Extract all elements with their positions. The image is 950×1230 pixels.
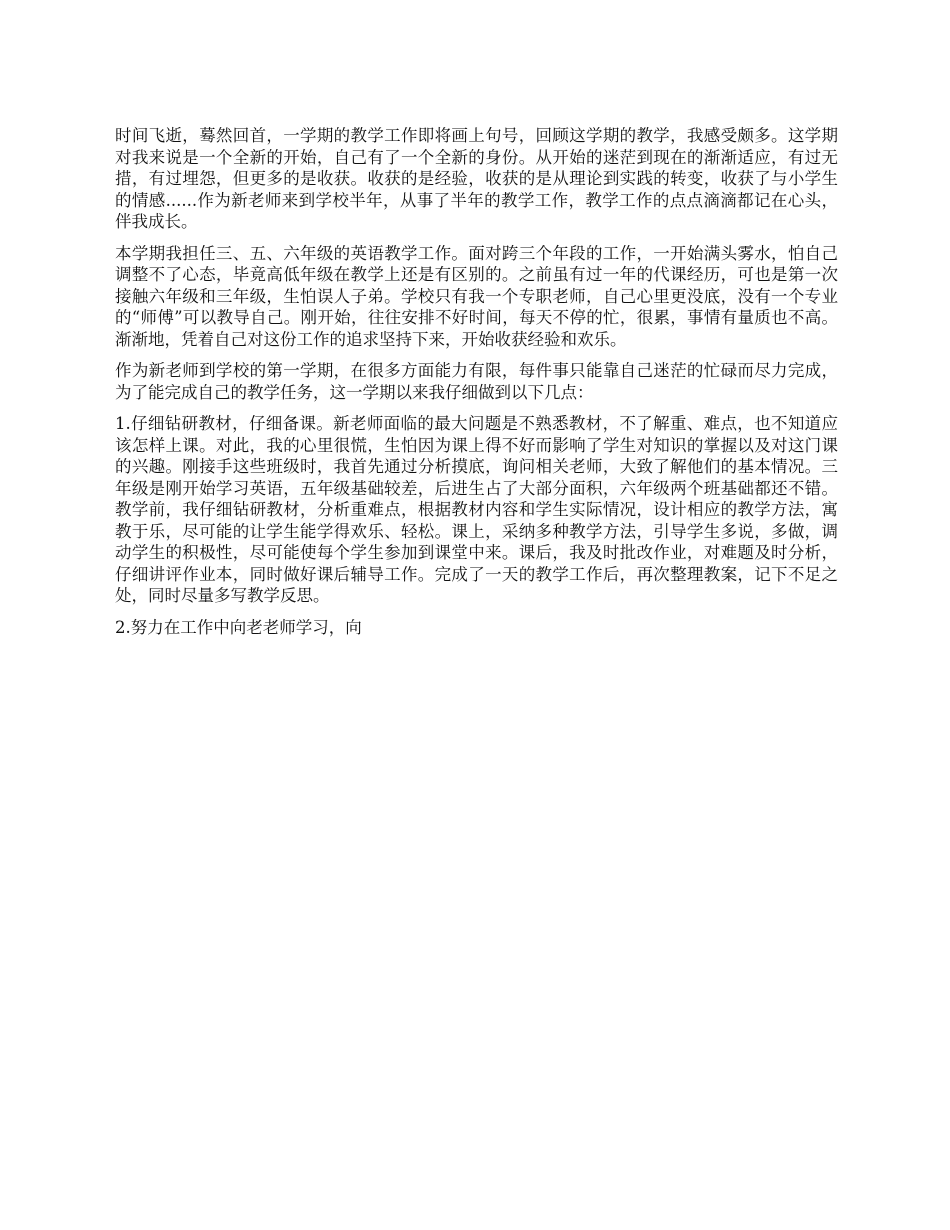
paragraph-duties: 本学期我担任三、五、六年级的英语教学工作。面对跨三个年段的工作，一开始满头雾水，怕自己调整不了心态，毕竟高低年级在教学上还是有区别的。之前虽有过一年的代课经历，可也是第一次接触六年级和三年级，生怕误人子弟。学校只有我一个专职老师，自己心里更没底，没有一个专业的“师傅”可以教导自己。刚开始，往往安排不好时间，每天不停的忙，很累，事情有量质也不高。渐渐地，凭着自己对这份工作的追求坚持下来，开始收获经验和欢乐。 bbox=[115, 243, 838, 349]
paragraph-intro: 时间飞逝，蓦然回首，一学期的教学工作即将画上句号，回顾这学期的教学，我感受颇多。这学期对我来说是一个全新的开始，自己有了一个全新的身份。从开始的迷茫到现在的渐渐适应，有过无措，有过埋怨，但更多的是收获。收获的是经验，收获的是从理论到实践的转变，收获了与小学生的情感......作为新老师来到学校半年，从事了半年的教学工作，教学工作的点点滴滴都记在心头，伴我成长。 bbox=[115, 126, 838, 231]
document-body bbox=[115, 125, 838, 648]
paragraph-point-1: 1.仔细钻研教材，仔细备课。新老师面临的最大问题是不熟悉教材，不了解重、难点，也不知道应该怎样上课。对此，我的心里很慌，生怕因为课上得不好而影响了学生对知识的掌握以及对这门课的兴趣。刚接手这些班级时，我首先通过分析摸底，询问相关老师，大致了解他们的基本情况。三年级是刚开始学习英语，五年级基础较差，后进生占了大部分面积，六年级两个班基础都还不错。教学前，我仔细钻研教材，分析重难点，根据教材内容和学生实际情况，设计相应的教学方法，寓教于乐，尽可能的让学生能学得欢乐、轻松。课上，采纳多种教学方法，引导学生多说，多做，调动学生的积极性，尽可能使每个学生参加到课堂中来。课后，我及时批改作业，对难题及时分析，仔细讲评作业本，同时做好课后辅导工作。完成了一天的教学工作后，再次整理教案，记下不足之处，同时尽量多写教学反思。 bbox=[115, 414, 838, 605]
paragraph-point-2: 2.努力在工作中向老老师学习，向 bbox=[115, 617, 362, 637]
paragraph-first-semester: 作为新老师到学校的第一学期，在很多方面能力有限，每件事只能靠自己迷茫的忙碌而尽力完成，为了能完成自己的教学任务，这一学期以来我仔细做到以下几点： bbox=[115, 361, 838, 402]
